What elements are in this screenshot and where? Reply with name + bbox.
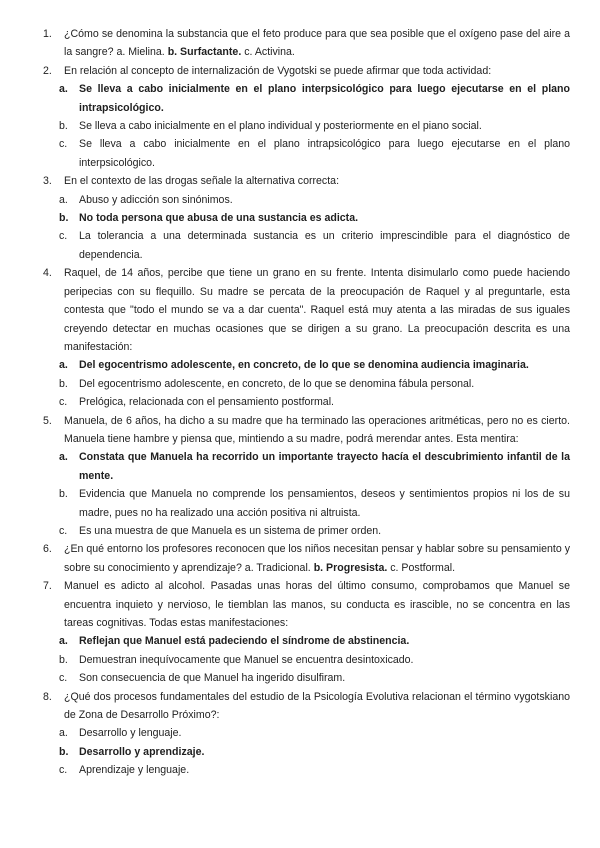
question-text <box>64 540 570 577</box>
option-letter: b. <box>59 377 68 390</box>
option-letter: b. <box>59 745 69 758</box>
option-c <box>59 135 570 172</box>
option-text: Prelógica, relacionada con el pensamiento postformal. <box>79 396 334 409</box>
option-letter: c. <box>59 396 68 409</box>
option-c <box>59 393 570 411</box>
question-stem: ¿Cómo se denomina la substancia que el feto produce para que sea posible que el oxígeno pase del aire a la sangre? <box>64 28 570 59</box>
option-text: Se lleva a cabo inicialmente en el plano intrapsicológico para luego ejecutarse en el plano interpsicológico. <box>79 138 570 169</box>
option-b <box>59 117 570 135</box>
question-5 <box>43 412 570 449</box>
options-7 <box>43 632 570 687</box>
option-text: Abuso y adicción son sinónimos. <box>79 193 233 206</box>
option-list <box>43 80 570 172</box>
question-number: 1. <box>43 28 52 40</box>
question-stem: Manuel es adicto al alcohol. Pasadas unas horas del último consumo, comprobamos que Manuel se encuentra inquieto y nervioso, le tiemblan las manos, su conducta es irascible, no se concentra en las tareas cognitivas. Todas estas manifestaciones: <box>64 580 570 629</box>
option-letter: c. <box>59 764 68 777</box>
option-text: Constata que Manuela ha recorrido un importante trayecto hacía el descubrimiento infantil de la mente. <box>79 451 570 482</box>
question-number: 7. <box>43 580 52 593</box>
option-list <box>43 724 570 779</box>
option-letter: b. <box>59 120 68 133</box>
option-letter: a. <box>59 727 68 740</box>
options-5 <box>43 448 570 540</box>
option-text: No toda persona que abusa de una sustancia es adicta. <box>79 212 359 225</box>
question-number: 4. <box>43 267 52 280</box>
inline-option-b: b. Progresista. <box>313 561 388 574</box>
question-stem: En relación al concepto de internalización de Vygotski se puede afirmar que toda actividad: <box>64 64 492 77</box>
option-text: Se lleva a cabo inicialmente en el plano individual y posteriormente en el piano social. <box>79 120 482 133</box>
option-c <box>59 227 570 264</box>
option-a <box>59 632 570 650</box>
option-list <box>43 448 570 540</box>
option-b <box>59 485 570 522</box>
question-stem: ¿Qué dos procesos fundamentales del estudio de la Psicología Evolutiva relacionan el término vygotskiano de Zona de Desarrollo Próximo?: <box>64 690 570 722</box>
option-letter: a. <box>59 359 68 372</box>
option-text: Demuestran inequívocamente que Manuel se encuentra desintoxicado. <box>79 653 414 666</box>
option-c <box>59 669 570 687</box>
option-text: La tolerancia a una determinada sustancia es un criterio imprescindible para el diagnóstico de dependencia. <box>79 230 570 261</box>
inline-option-c: c. Activina. <box>244 46 295 59</box>
option-letter: a. <box>59 451 68 464</box>
option-text: Desarrollo y aprendizaje. <box>79 745 205 758</box>
option-letter: a. <box>59 635 68 648</box>
inline-option-a: a. Mielina. <box>116 46 165 59</box>
question-list <box>43 25 570 780</box>
question-stem: Manuela, de 6 años, ha dicho a su madre que ha terminado las operaciones aritméticas, pero no es cierto. Manuela tiene hambre y piensa que, mintiendo a su madre, podrá merendar antes. Esta mentira: <box>64 414 570 445</box>
option-letter: c. <box>59 524 68 537</box>
option-text: Evidencia que Manuela no comprende los pensamientos, deseos y sentimientos propios ni los de su madre, pues no ha realizado una acción positiva ni altruista. <box>79 488 570 519</box>
options-2 <box>43 80 570 172</box>
option-b <box>59 743 570 761</box>
option-letter: c. <box>59 672 68 685</box>
question-8 <box>43 688 570 725</box>
option-text: Aprendizaje y lenguaje. <box>79 764 190 777</box>
option-text: Desarrollo y lenguaje. <box>79 727 182 740</box>
question-stem: Raquel, de 14 años, percibe que tiene un grano en su frente. Intenta disimularlo como puede haciendo peripecias con su flequillo. Su madre se percata de la preocupación de Raquel y al preguntarle, esta contesta que "todo el mundo se va a dar cuenta". Raquel está muy atenta a las miradas de sus iguales creyendo detectar en muchas ocasiones que se dirigen a su grano. La preocupación descrita es una manifestación: <box>64 267 570 353</box>
option-a <box>59 356 570 374</box>
option-a <box>59 448 570 485</box>
option-b <box>59 375 570 393</box>
question-number: 2. <box>43 64 52 77</box>
inline-option-b: b. Surfactante. <box>167 46 242 59</box>
option-c <box>59 761 570 779</box>
question-6 <box>43 540 570 577</box>
question-3 <box>43 172 570 190</box>
option-b <box>59 651 570 669</box>
option-a <box>59 80 570 117</box>
option-text: Del egocentrismo adolescente, en concreto, de lo que se denomina fábula personal. <box>79 377 475 390</box>
option-a <box>59 191 570 209</box>
question-4 <box>43 264 570 356</box>
question-text <box>64 25 570 62</box>
option-letter: c. <box>59 138 68 151</box>
option-letter: a. <box>59 193 68 206</box>
option-text: Reflejan que Manuel está padeciendo el síndrome de abstinencia. <box>79 635 410 648</box>
option-c <box>59 522 570 540</box>
option-b <box>59 209 570 227</box>
question-number: 5. <box>43 414 52 427</box>
question-7 <box>43 577 570 632</box>
question-1 <box>43 25 570 62</box>
options-3 <box>43 191 570 265</box>
option-list <box>43 632 570 687</box>
option-letter: b. <box>59 653 68 666</box>
question-stem: ¿En qué entorno los profesores reconocen que los niños necesitan pensar y hablar sobre su pensamiento y sobre su conocimiento y aprendizaje? <box>64 543 570 574</box>
options-4 <box>43 356 570 411</box>
option-text: Son consecuencia de que Manuel ha ingerido disulfiram. <box>79 672 346 685</box>
option-list <box>43 356 570 411</box>
question-stem: En el contexto de las drogas señale la alternativa correcta: <box>64 175 340 188</box>
option-list <box>43 191 570 265</box>
option-letter: b. <box>59 212 69 225</box>
inline-option-a: a. Tradicional. <box>244 561 311 574</box>
option-letter: b. <box>59 488 68 501</box>
option-letter: a. <box>59 83 68 96</box>
options-8 <box>43 724 570 779</box>
option-text: Es una muestra de que Manuela es un sistema de primer orden. <box>79 524 382 537</box>
question-number: 3. <box>43 175 52 188</box>
option-text: Del egocentrismo adolescente, en concreto, de lo que se denomina audiencia imaginaria. <box>79 359 529 372</box>
question-2 <box>43 62 570 80</box>
question-number: 6. <box>43 543 52 556</box>
inline-option-c: c. Postformal. <box>390 561 456 574</box>
option-letter: c. <box>59 230 68 243</box>
question-number: 8. <box>43 690 52 703</box>
option-text: Se lleva a cabo inicialmente en el plano interpsicológico para luego ejecutarse en el plano intrapsicológico. <box>79 83 570 114</box>
option-a <box>59 724 570 742</box>
